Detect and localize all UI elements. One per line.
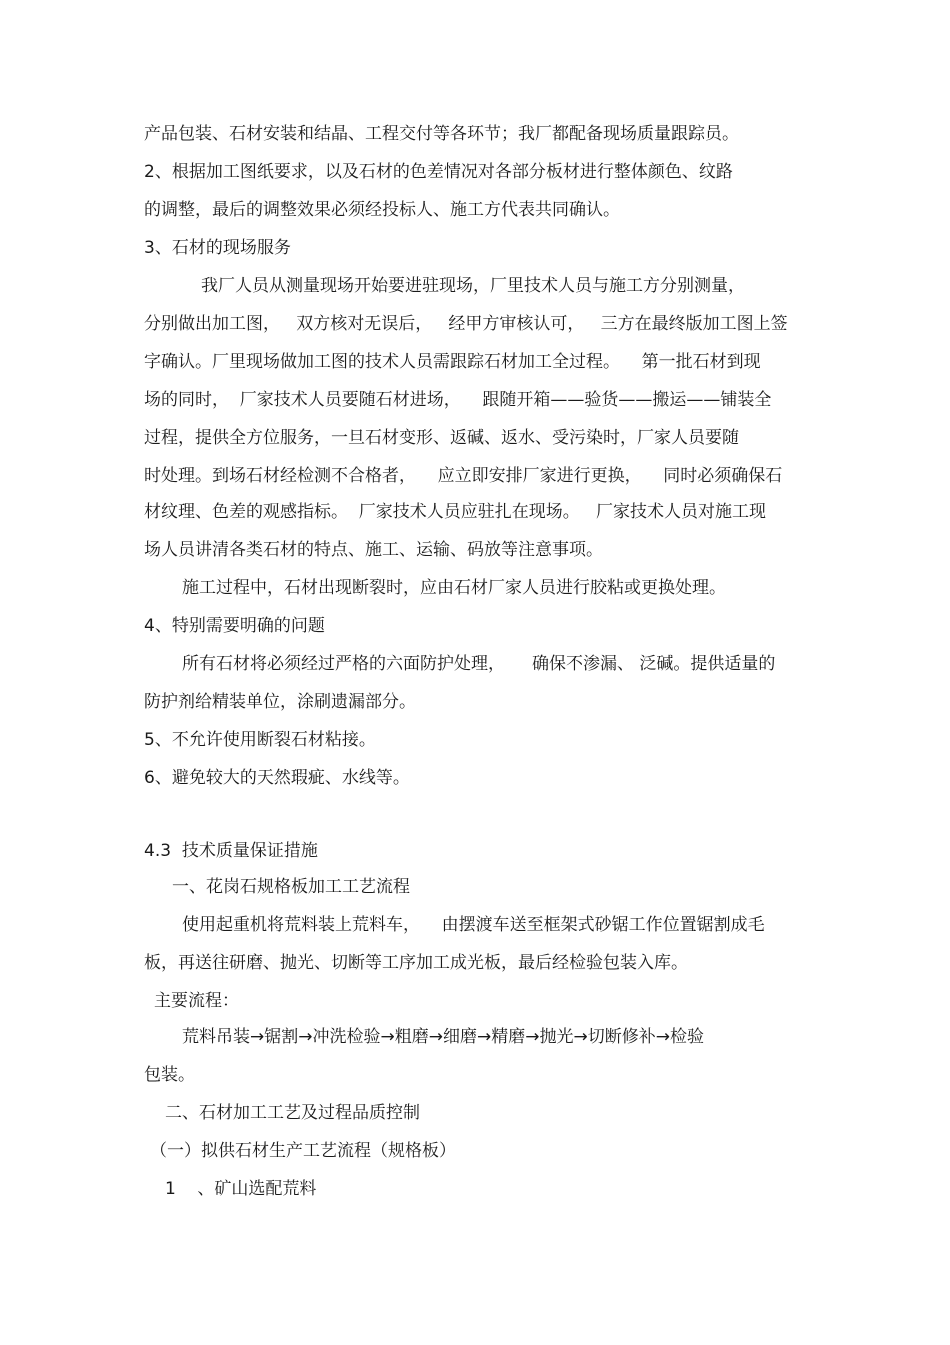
text-line: 材纹理、色差的观感指标。 厂家技术人员应驻扎在现场。 厂家技术人员对施工现: [144, 502, 767, 522]
section-heading: 4.3 技术质量保证措施: [144, 841, 318, 861]
text-line: 我厂人员从测量现场开始要进驻现场，厂里技术人员与施工方分别测量，: [201, 276, 745, 296]
text-line: 所有石材将必须经过严格的六面防护处理， 确保不渗漏、 泛碱。提供适量的: [182, 654, 776, 674]
text-line: 施工过程中，石材出现断裂时，应由石材厂家人员进行胶粘或更换处理。: [182, 578, 726, 598]
text-line: 2、根据加工图纸要求，以及石材的色差情况对各部分板材进行整体颜色、纹路: [144, 162, 733, 182]
text-line: 分别做出加工图， 双方核对无误后， 经甲方审核认可， 三方在最终版加工图上签: [144, 314, 788, 334]
subsection-heading: 二、石材加工工艺及过程品质控制: [165, 1103, 420, 1123]
text-line: 荒料吊装→锯割→冲洗检验→粗磨→细磨→精磨→抛光→切断修补→检验: [182, 1027, 704, 1047]
text-line: 主要流程：: [154, 991, 239, 1011]
section-heading: 4、特别需要明确的问题: [144, 616, 325, 636]
text-line: 板，再送往研磨、抛光、切断等工序加工成光板，最后经检验包装入库。: [144, 953, 688, 973]
list-item: 5、不允许使用断裂石材粘接。: [144, 730, 376, 750]
text-line: 使用起重机将荒料装上荒料车， 由摆渡车送至框架式砂锯工作位置锯割成毛: [182, 915, 765, 935]
text-line: 过程，提供全方位服务，一旦石材变形、返碱、返水、受污染时，厂家人员要随: [144, 428, 739, 448]
list-item: 1 、矿山选配荒料: [165, 1179, 317, 1199]
text-line: 的调整，最后的调整效果必须经投标人、施工方代表共同确认。: [144, 200, 620, 220]
subsection-heading: （一）拟供石材生产工艺流程（规格板）: [150, 1141, 456, 1161]
text-line: 场的同时， 厂家技术人员要随石材进场， 跟随开箱——验货——搬运——铺装全: [144, 390, 772, 410]
section-heading: 3、石材的现场服务: [144, 238, 291, 258]
subsection-heading: 一、花岗石规格板加工工艺流程: [172, 877, 410, 897]
list-item: 6、避免较大的天然瑕疵、水线等。: [144, 768, 410, 788]
text-line: 防护剂给精装单位，涂刷遗漏部分。: [144, 692, 416, 712]
text-line: 产品包装、石材安装和结晶、工程交付等各环节；我厂都配备现场质量跟踪员。: [144, 124, 739, 144]
text-line: 字确认。厂里现场做加工图的技术人员需跟踪石材加工全过程。 第一批石材到现: [144, 352, 761, 372]
text-line: 场人员讲清各类石材的特点、施工、运输、码放等注意事项。: [144, 540, 603, 560]
text-line: 包装。: [144, 1065, 195, 1085]
text-line: 时处理。到场石材经检测不合格者， 应立即安排厂家进行更换， 同时必须确保石: [144, 466, 783, 486]
